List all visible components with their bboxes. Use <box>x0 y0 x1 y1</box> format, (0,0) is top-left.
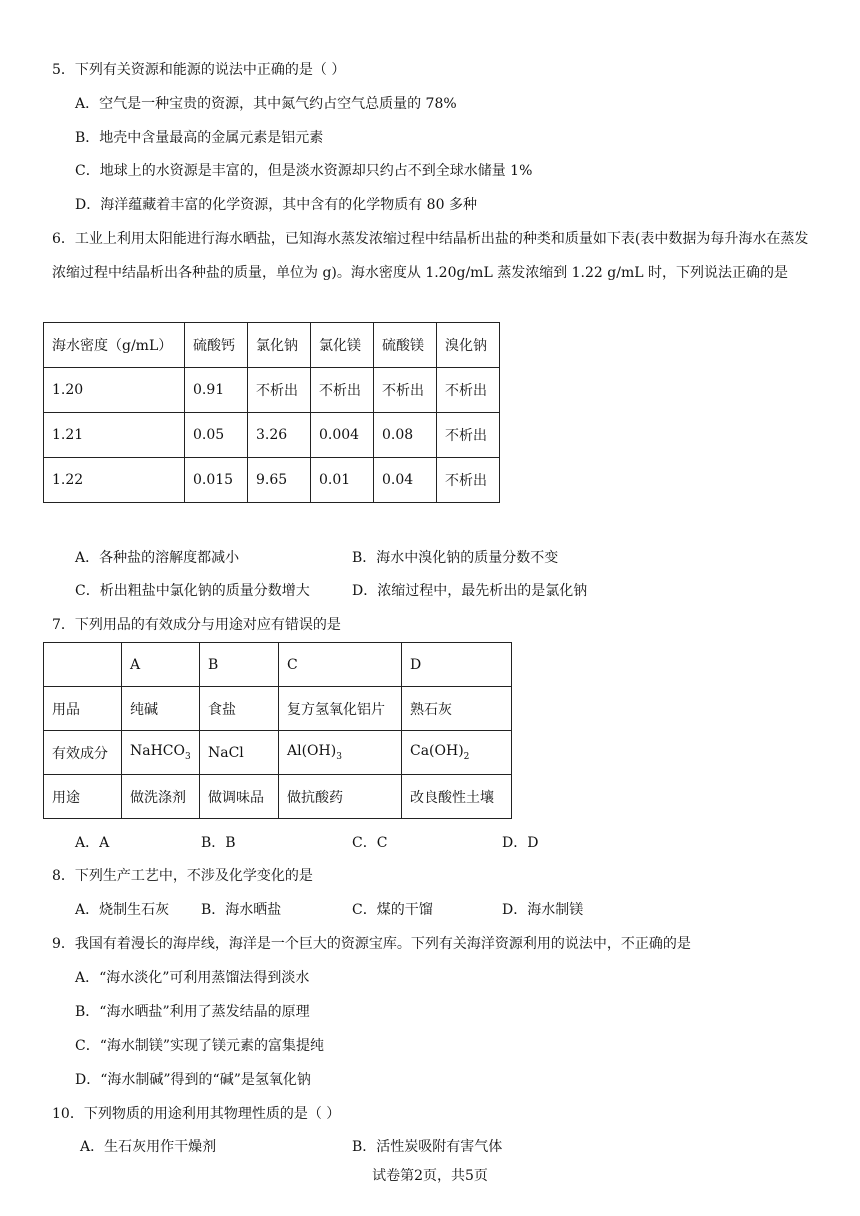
table-cell: 0.004 <box>311 413 374 458</box>
q9-option-b: B．“海水晒盐”利用了蒸发结晶的原理 <box>75 1004 310 1020</box>
table-cell: 不析出 <box>311 368 374 413</box>
table-cell: 3.26 <box>248 413 311 458</box>
table-header-cell: 氯化镁 <box>311 323 374 368</box>
table-cell: 1.20 <box>44 368 185 413</box>
table-header-cell: C <box>279 643 402 687</box>
table-cell: 用途 <box>44 775 122 819</box>
table-cell: 改良酸性土壤 <box>402 775 512 819</box>
table-cell <box>279 731 402 775</box>
q7-product-table <box>43 642 512 819</box>
table-cell: 用品 <box>44 687 122 731</box>
table-cell: 9.65 <box>248 458 311 503</box>
table-row <box>44 368 500 413</box>
q8-option-a: A．烧制生石灰 <box>75 902 170 918</box>
table-cell: 不析出 <box>437 458 500 503</box>
table-cell: 不析出 <box>374 368 437 413</box>
table-row <box>44 731 512 775</box>
q7-option-d: D．D <box>502 835 539 851</box>
q7-stem: 7．下列用品的有效成分与用途对应有错误的是 <box>52 617 341 633</box>
table-cell <box>402 731 512 775</box>
formula-subscript: 2 <box>463 751 470 762</box>
q8-option-b: B．海水晒盐 <box>201 902 282 918</box>
q9-stem: 9．我国有着漫长的海岸线，海洋是一个巨大的资源宝库。下列有关海洋资源利用的说法中，不正确的是 <box>52 936 691 952</box>
q5-option-a: A．空气是一种宝贵的资源，其中氮气约占空气总质量的 78% <box>75 96 457 112</box>
q8-option-d: D．海水制镁 <box>502 902 584 918</box>
table-header-cell: 硫酸钙 <box>185 323 248 368</box>
formula-text: Ca(OH) <box>410 743 464 760</box>
table-row <box>44 458 500 503</box>
formula-subscript: 3 <box>336 751 342 762</box>
q9-option-d: D．“海水制碱”得到的“碱”是氢氧化钠 <box>75 1072 311 1088</box>
table-cell: 0.05 <box>185 413 248 458</box>
table-header-cell <box>44 643 122 687</box>
table-cell: 熟石灰 <box>402 687 512 731</box>
q5-option-b: B．地壳中含量最高的金属元素是铝元素 <box>75 130 324 146</box>
q5-option-d: D．海洋蕴藏着丰富的化学资源，其中含有的化学物质有 80 多种 <box>75 197 477 213</box>
table-cell: 不析出 <box>437 368 500 413</box>
table-cell: 0.04 <box>374 458 437 503</box>
table-cell: 做抗酸药 <box>279 775 402 819</box>
table-cell: 纯碱 <box>122 687 200 731</box>
q5-option-c: C．地球上的水资源是丰富的，但是淡水资源却只约占不到全球水储量 1% <box>75 163 533 179</box>
table-cell: 做调味品 <box>200 775 279 819</box>
table-cell: 食盐 <box>200 687 279 731</box>
q10-option-b: B．活性炭吸附有害气体 <box>352 1139 503 1155</box>
q6-stem: 6．工业上利用太阳能进行海水晒盐，已知海水蒸发浓缩过程中结晶析出盐的种类和质量如下表(表中数据为每升海水在蒸发浓缩过程中结晶析出各种盐的质量，单位为 g)。海水密度从 1.20g/mL 蒸发浓缩到 1.22 g/mL 时，下列说法正确的是 <box>52 231 809 281</box>
table-cell: 1.22 <box>44 458 185 503</box>
table-header-cell: A <box>122 643 200 687</box>
q8-option-c: C．煤的干馏 <box>352 902 433 918</box>
q10-option-a: A．生石灰用作干燥剂 <box>80 1139 217 1155</box>
page-footer: 试卷第2页，共5页 <box>372 1168 488 1184</box>
table-row <box>44 775 512 819</box>
q10-stem: 10．下列物质的用途利用其物理性质的是（ ） <box>52 1106 341 1122</box>
table-cell: 0.91 <box>185 368 248 413</box>
table-header-cell: D <box>402 643 512 687</box>
table-cell: 做洗涤剂 <box>122 775 200 819</box>
table-row <box>44 687 512 731</box>
table-header-row <box>44 643 512 687</box>
q9-option-a: A．“海水淡化”可利用蒸馏法得到淡水 <box>75 970 310 986</box>
table-cell: 1.21 <box>44 413 185 458</box>
table-cell: 有效成分 <box>44 731 122 775</box>
table-header-cell: B <box>200 643 279 687</box>
table-cell: NaCl <box>200 731 279 775</box>
q7-option-a: A．A <box>75 835 110 851</box>
table-cell <box>122 731 200 775</box>
table-header-cell: 硫酸镁 <box>374 323 437 368</box>
q7-option-c: C．C <box>352 835 388 851</box>
q6-option-c: C．析出粗盐中氯化钠的质量分数增大 <box>75 583 310 599</box>
table-cell: 0.01 <box>311 458 374 503</box>
table-cell: 不析出 <box>248 368 311 413</box>
formula-subscript: 3 <box>185 751 191 762</box>
q9-option-c: C．“海水制镁”实现了镁元素的富集提纯 <box>75 1038 325 1054</box>
table-cell: 不析出 <box>437 413 500 458</box>
table-cell: 复方氢氧化铝片 <box>279 687 402 731</box>
formula-text: NaHCO <box>130 743 185 760</box>
table-cell: 0.015 <box>185 458 248 503</box>
q8-stem: 8．下列生产工艺中，不涉及化学变化的是 <box>52 868 313 884</box>
q5-stem: 5．下列有关资源和能源的说法中正确的是（ ） <box>52 62 346 78</box>
q7-option-b: B．B <box>201 835 236 851</box>
q6-option-a: A．各种盐的溶解度都减小 <box>75 550 240 566</box>
table-header-row <box>44 323 500 368</box>
table-header-cell: 溴化钠 <box>437 323 500 368</box>
table-header-cell: 氯化钠 <box>248 323 311 368</box>
q6-option-b: B．海水中溴化钠的质量分数不变 <box>352 550 559 566</box>
table-cell: 0.08 <box>374 413 437 458</box>
q6-salt-table <box>43 322 500 503</box>
table-row <box>44 413 500 458</box>
q6-option-d: D．浓缩过程中，最先析出的是氯化钠 <box>352 583 588 599</box>
table-header-cell: 海水密度（g/mL） <box>44 323 185 368</box>
formula-text: Al(OH) <box>287 743 337 760</box>
